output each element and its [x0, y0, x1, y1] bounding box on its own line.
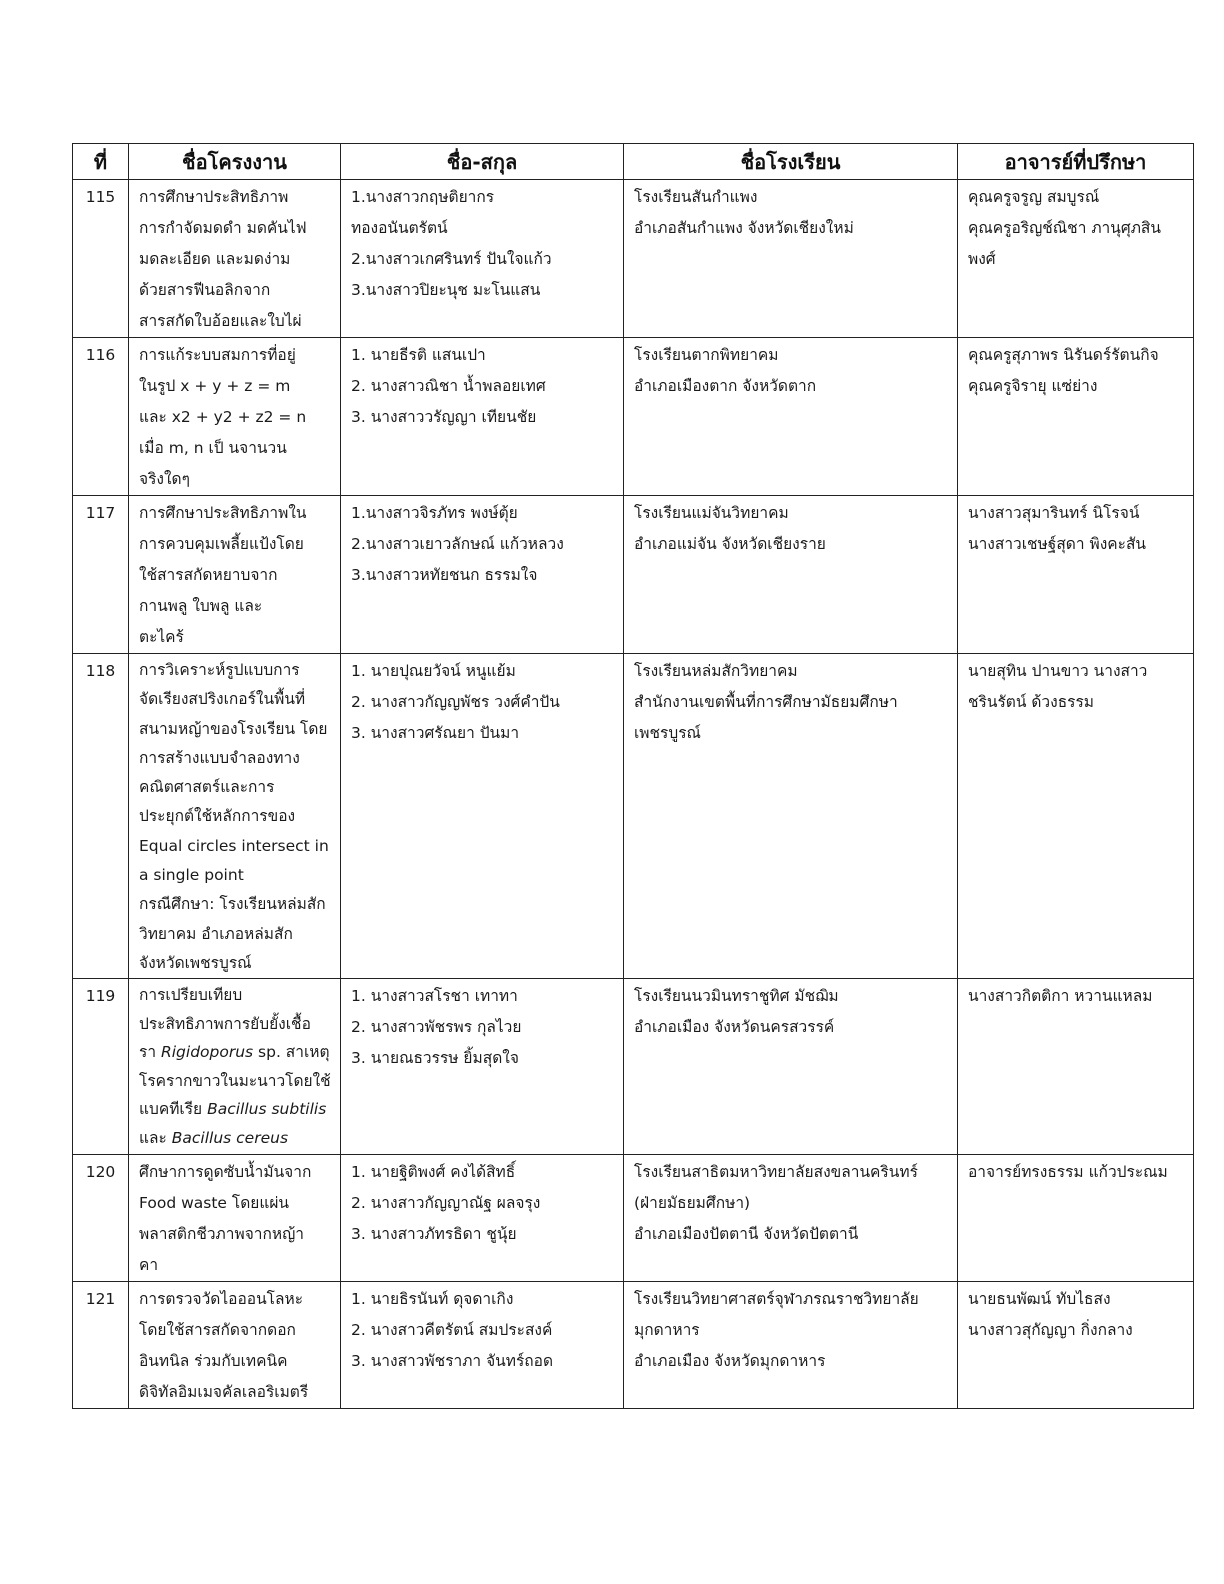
school-name — [624, 654, 958, 979]
text-line: ดิจิทัลอิมเมจคัลเลอริเมตรี — [139, 1383, 309, 1402]
text-line: 2.นางสาวเกศรินทร์ ปันใจแก้ว — [351, 250, 552, 268]
text-line: 2. นางสาวกัญญพัชร วงศ์คำปัน — [351, 693, 560, 711]
text-line: 1.นางสาวจิรภัทร พงษ์ตุ้ย — [351, 504, 518, 522]
project-title — [129, 180, 341, 338]
text-line: โรงเรียนตากพิทยาคม — [634, 346, 779, 364]
text-line: ประสิทธิภาพการยับยั้งเชื้อ — [139, 1014, 311, 1033]
project-title — [129, 979, 341, 1155]
text-line: 3.นางสาวหทัยชนก ธรรมใจ — [351, 566, 538, 584]
text-line: การตรวจวัดไอออนโลหะ — [139, 1290, 304, 1309]
text-line: จัดเรียงสปริงเกอร์ในพื้นที่ — [139, 690, 306, 709]
text-line: 1. นายธิรนันท์ ดุจดาเกิง — [351, 1290, 514, 1309]
text-line: (ฝ่ายมัธยมศึกษา) — [634, 1194, 751, 1213]
header-project: ชื่อโครงงาน — [129, 144, 341, 180]
text-segment: และ — [139, 1128, 172, 1147]
table-row — [73, 1155, 1194, 1282]
text-line: โรครากขาวในมะนาวโดยใช้ — [139, 1071, 331, 1090]
text-line: เมื่อ m, n เป็ นจานวน — [139, 439, 287, 457]
advisor-names — [958, 1155, 1194, 1282]
text-line: โรงเรียนสาธิตมหาวิทยาลัยสงขลานครินทร์ — [634, 1163, 918, 1182]
text-line: โรงเรียนแม่จันวิทยาคม — [634, 504, 789, 522]
text-line: จริงใดๆ — [139, 470, 190, 488]
student-names — [341, 338, 624, 496]
text-line: 2. นางสาวณิชา น้ำพลอยเทศ — [351, 377, 546, 395]
text-line: คา — [139, 1256, 159, 1275]
text-line: Food waste โดยแผ่น — [139, 1194, 290, 1213]
school-name — [624, 979, 958, 1155]
species-name: Bacillus cereus — [171, 1128, 289, 1147]
project-title — [129, 1155, 341, 1282]
project-title — [129, 1282, 341, 1409]
advisor-names — [958, 654, 1194, 979]
text-line: ประยุกต์ใช้หลักการของ — [139, 807, 296, 826]
text-segment: แบคทีเรีย — [139, 1100, 208, 1119]
school-name — [624, 180, 958, 338]
text-line: การศึกษาประสิทธิภาพ — [139, 188, 289, 206]
row-number: 116 — [73, 338, 129, 496]
text-line: อำเภอเมือง จังหวัดนครสวรรค์ — [634, 1018, 835, 1037]
species-name: Bacillus subtilis — [207, 1100, 327, 1119]
project-title — [129, 496, 341, 654]
text-line: ทองอนันตรัตน์ — [351, 219, 448, 237]
row-number: 119 — [73, 979, 129, 1155]
header-names: ชื่อ-สกุล — [341, 144, 624, 180]
text-segment: sp. สาเหตุ — [253, 1043, 330, 1062]
projects-table — [72, 143, 1194, 1409]
text-line: 2. นางสาวคีตรัตน์ สมประสงค์ — [351, 1321, 553, 1340]
text-line: และ x2 + y2 + z2 = n — [139, 408, 307, 426]
table-header-row — [73, 144, 1194, 180]
text-line: พลาสติกชีวภาพจากหญ้า — [139, 1225, 304, 1244]
row-number: 117 — [73, 496, 129, 654]
table-row — [73, 1282, 1194, 1409]
text-line: ด้วยสารฟีนอลิกจาก — [139, 281, 271, 299]
text-line: ตะไคร้ — [139, 628, 184, 646]
text-line: กรณีศึกษา: โรงเรียนหล่มสัก — [139, 895, 326, 914]
text-line: นายสุทิน ปานขาว นางสาว — [968, 662, 1148, 680]
advisor-names — [958, 1282, 1194, 1409]
text-line: 2.นางสาวเยาวลักษณ์ แก้วหลวง — [351, 535, 564, 553]
text-line: กานพลู ใบพลู และ — [139, 597, 263, 615]
table-row — [73, 496, 1194, 654]
text-line: 2. นางสาวกัญญาณัฐ ผลจรุง — [351, 1194, 541, 1213]
text-line: โรงเรียนนวมินทราชูทิศ มัชฌิม — [634, 987, 839, 1006]
advisor-names — [958, 496, 1194, 654]
school-name — [624, 1282, 958, 1409]
row-number: 118 — [73, 654, 129, 979]
text-line: โรงเรียนวิทยาศาสตร์จุฬาภรณราชวิทยาลัย — [634, 1290, 919, 1309]
advisor-names — [958, 979, 1194, 1155]
text-line: มดละเอียด และมดง่าม — [139, 250, 291, 268]
text-line: 1. นายปุณยวัจน์ หนูแย้ม — [351, 662, 516, 680]
student-names — [341, 496, 624, 654]
text-line: การสร้างแบบจำลองทาง — [139, 748, 300, 767]
text-line: คุณครูจรูญ สมบูรณ์ — [968, 188, 1100, 206]
advisor-names — [958, 338, 1194, 496]
text-line: โรงเรียนหล่มสักวิทยาคม — [634, 662, 798, 680]
text-line: สนามหญ้าของโรงเรียน โดย — [139, 719, 328, 738]
text-line: ใช้สารสกัดหยาบจาก — [139, 566, 278, 584]
text-line: สารสกัดใบอ้อยและใบไผ่ — [139, 312, 302, 330]
text-line: อำเภอแม่จัน จังหวัดเชียงราย — [634, 535, 826, 553]
text-line: อำเภอเมืองตาก จังหวัดตาก — [634, 377, 817, 395]
row-number: 121 — [73, 1282, 129, 1409]
text-line: คณิตศาสตร์และการ — [139, 778, 275, 797]
text-line: 3. นายณธวรรษ ยิ้มสุดใจ — [351, 1049, 519, 1068]
text-line: อาจารย์ทรงธรรม แก้วประณม — [968, 1163, 1168, 1182]
text-line: คุณครูอริญช์ณิชา ภานุศุภสิน — [968, 219, 1161, 237]
student-names — [341, 1155, 624, 1282]
student-names — [341, 979, 624, 1155]
school-name — [624, 496, 958, 654]
text-line — [139, 1095, 334, 1124]
text-line: จังหวัดเพชรบูรณ์ — [139, 953, 252, 972]
school-name — [624, 338, 958, 496]
text-line: 3. นางสาววรัญญา เทียนชัย — [351, 408, 537, 426]
text-line: a single point — [139, 866, 244, 885]
text-line: วิทยาคม อำเภอหล่มสัก — [139, 924, 293, 943]
row-number: 115 — [73, 180, 129, 338]
text-line: โดยใช้สารสกัดจากดอก — [139, 1321, 296, 1340]
text-line — [139, 1124, 334, 1153]
text-line: การควบคุมเพลี้ยแป้งโดย — [139, 535, 304, 553]
text-line: อินทนิล ร่วมกับเทคนิค — [139, 1352, 288, 1371]
table-row — [73, 979, 1194, 1155]
text-line: นางสาวสุมารินทร์ นิโรจน์ — [968, 504, 1140, 522]
text-line: อำเภอเมืองปัตตานี จังหวัดปัตตานี — [634, 1225, 859, 1244]
text-line: ชรินรัตน์ ด้วงธรรม — [968, 693, 1095, 711]
text-line: พงศ์ — [968, 250, 996, 268]
text-line: การกำจัดมดดำ มดคันไฟ — [139, 219, 307, 237]
text-line: ในรูป x + y + z = m — [139, 377, 291, 395]
project-title — [129, 654, 341, 979]
student-names — [341, 654, 624, 979]
table-row — [73, 180, 1194, 338]
text-line: เพชรบูรณ์ — [634, 724, 701, 742]
text-line: นางสาวสุกัญญา กิ่งกลาง — [968, 1321, 1133, 1340]
text-line: นางสาวเชษฐ์สุดา พิงคะสัน — [968, 535, 1147, 553]
text-line: 1.นางสาวกฤษติยากร — [351, 188, 495, 206]
text-line: 3.นางสาวปิยะนุช มะโนแสน — [351, 281, 541, 299]
text-line: อำเภอเมือง จังหวัดมุกดาหาร — [634, 1352, 826, 1371]
text-line: 1. นางสาวสโรชา เทาทา — [351, 987, 518, 1006]
text-line: คุณครูจิรายุ แซ่ย่าง — [968, 377, 1098, 395]
text-line: โรงเรียนสันกำแพง — [634, 188, 758, 206]
text-line — [139, 1038, 334, 1067]
table-row — [73, 654, 1194, 979]
text-line: Equal circles intersect in — [139, 836, 329, 855]
text-line: 2. นางสาวพัชรพร กุลไวย — [351, 1018, 522, 1037]
student-names — [341, 1282, 624, 1409]
project-title — [129, 338, 341, 496]
header-advisor: อาจารย์ที่ปรึกษา — [958, 144, 1194, 180]
school-name — [624, 1155, 958, 1282]
text-line: การวิเคราะห์รูปแบบการ — [139, 661, 300, 679]
text-line: มุกดาหาร — [634, 1321, 700, 1340]
text-line: 1. นายฐิติพงศ์ คงได้สิทธิ์ — [351, 1163, 516, 1182]
text-line: การแก้ระบบสมการที่อยู่ — [139, 346, 296, 364]
species-name: Rigidoporus — [160, 1043, 254, 1062]
student-names — [341, 180, 624, 338]
text-line: คุณครูสุภาพร นิรันดร์รัตนกิจ — [968, 346, 1159, 364]
table-row — [73, 338, 1194, 496]
header-school: ชื่อโรงเรียน — [624, 144, 958, 180]
text-line: 3. นางสาวภัทรธิดา ชูนุ้ย — [351, 1225, 517, 1244]
text-line: นายธนพัฒน์ ทับไธสง — [968, 1290, 1111, 1309]
row-number: 120 — [73, 1155, 129, 1282]
text-line: ศึกษาการดูดซับน้ำมันจาก — [139, 1163, 312, 1182]
advisor-names — [958, 180, 1194, 338]
text-segment: รา — [139, 1043, 161, 1062]
header-no: ที่ — [73, 144, 129, 180]
text-line: 1. นายธีรติ แสนเปา — [351, 346, 486, 364]
text-line: สำนักงานเขตพื้นที่การศึกษามัธยมศึกษา — [634, 693, 898, 711]
text-line: การศึกษาประสิทธิภาพใน — [139, 504, 307, 522]
text-line: การเปรียบเทียบ — [139, 986, 243, 1005]
text-line: อำเภอสันกำแพง จังหวัดเชียงใหม่ — [634, 219, 854, 237]
text-line: 3. นางสาวพัชราภา จันทร์ถอด — [351, 1352, 554, 1371]
text-line: 3. นางสาวศรัณยา ปันมา — [351, 724, 520, 742]
text-line: นางสาวกิตติกา หวานแหลม — [968, 987, 1153, 1006]
